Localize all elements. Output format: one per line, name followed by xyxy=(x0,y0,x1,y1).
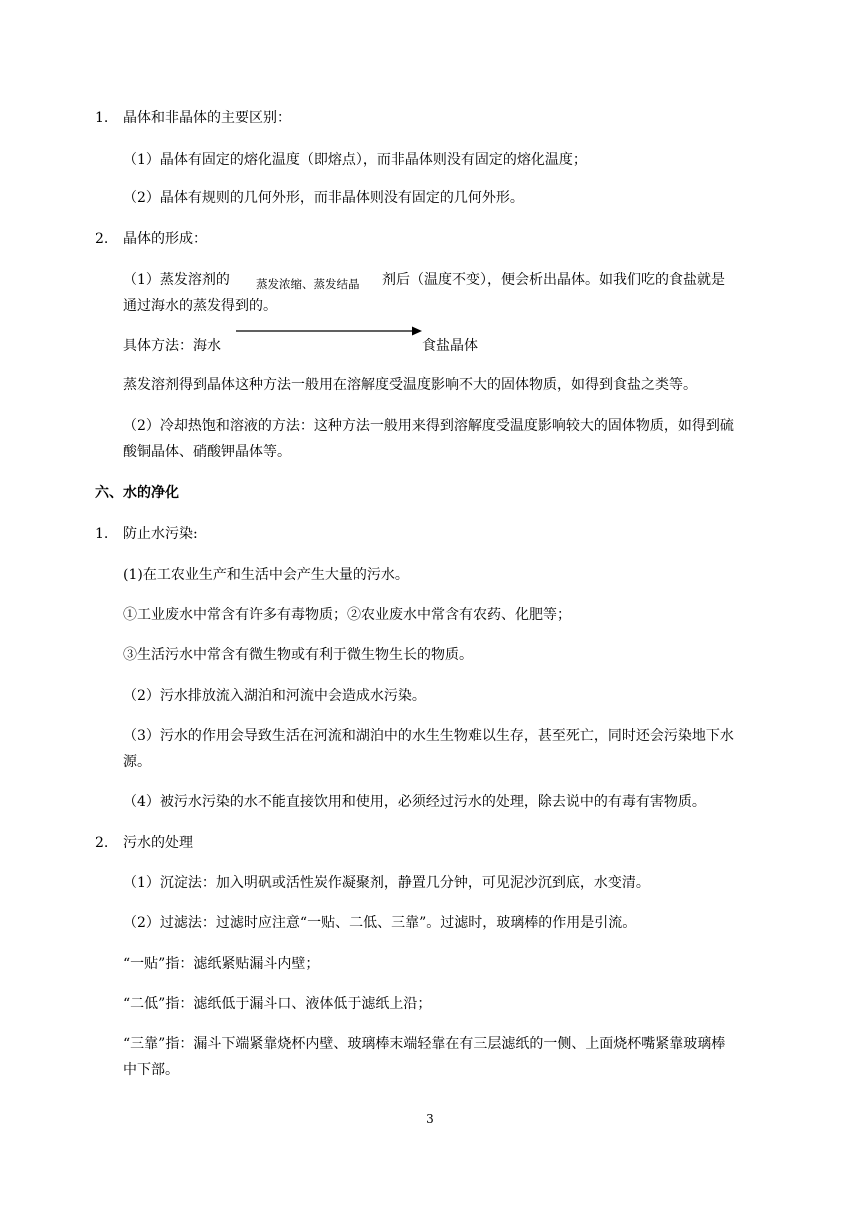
paragraph: 通过海水的蒸发得到的。 xyxy=(123,298,277,314)
page-number: 3 xyxy=(426,1112,434,1126)
paragraph: （3）污水的作用会导致生活在河流和湖泊中的水生生物难以生存，甚至死亡，同时还会污染地下水 xyxy=(123,728,734,744)
paragraph: 剂后（温度不变），便会析出晶体。如我们吃的食盐就是 xyxy=(382,272,725,288)
paragraph: 蒸发溶剂得到晶体这种方法一般用在溶解度受温度影响不大的固体物质，如得到食盐之类等。 xyxy=(123,377,697,393)
paragraph: ①工业废水中常含有许多有毒物质；②农业废水中常含有农药、化肥等； xyxy=(123,607,571,623)
method-label: 具体方法：海水 xyxy=(123,338,221,354)
list-heading: 晶体和非晶体的主要区别： xyxy=(123,110,291,126)
paragraph: “二低”指：滤纸低于漏斗口、液体低于滤纸上沿； xyxy=(123,996,432,1012)
paragraph: （2）晶体有规则的几何外形，而非晶体则没有固定的几何外形。 xyxy=(123,190,524,206)
paragraph: （2）过滤法：过滤时应注意“一贴、二低、三靠”。过滤时，玻璃棒的作用是引流。 xyxy=(123,915,637,931)
process-arrow-icon xyxy=(236,322,422,340)
paragraph: （1）沉淀法：加入明矾或活性炭作凝聚剂，静置几分钟，可见泥沙沉到底，水变清。 xyxy=(123,875,650,891)
paragraph: （1）蒸发溶剂的 xyxy=(123,272,230,288)
paragraph: （2）污水排放流入湖泊和河流中会造成水污染。 xyxy=(123,688,426,704)
list-heading: 晶体的形成： xyxy=(123,231,207,247)
section-heading: 六、水的净化 xyxy=(95,485,179,501)
list-number: 1. xyxy=(95,526,109,542)
paragraph: (1)在工农业生产和生活中会产生大量的污水。 xyxy=(123,567,409,583)
list-number: 2. xyxy=(95,231,109,247)
paragraph: （2）冷却热饱和溶液的方法：这种方法一般用来得到溶解度受温度影响较大的固体物质，如得到硫 xyxy=(123,418,734,434)
method-result: 食盐晶体 xyxy=(422,338,478,354)
paragraph: （4）被污水污染的水不能直接饮用和使用，必须经过污水的处理，除去说中的有毒有害物质。 xyxy=(123,794,706,810)
arrow-label: 蒸发浓缩、蒸发结晶 xyxy=(252,274,366,296)
paragraph: 中下部。 xyxy=(123,1062,179,1078)
list-heading: 污水的处理 xyxy=(123,835,193,851)
paragraph: “三靠”指：漏斗下端紧靠烧杯内壁、玻璃棒末端轻靠在有三层滤纸的一侧、上面烧杯嘴紧靠玻璃棒 xyxy=(123,1036,726,1052)
paragraph: （1）晶体有固定的熔化温度（即熔点），而非晶体则没有固定的熔化温度； xyxy=(123,152,587,168)
paragraph: 源。 xyxy=(123,754,151,770)
paragraph: 酸铜晶体、硝酸钾晶体等。 xyxy=(123,444,291,460)
paragraph: “一贴”指：滤纸紧贴漏斗内壁； xyxy=(123,956,320,972)
paragraph: ③生活污水中常含有微生物或有利于微生物生长的物质。 xyxy=(123,647,473,663)
list-number: 1. xyxy=(95,110,109,126)
list-heading: 防止水污染: xyxy=(123,526,198,542)
list-number: 2. xyxy=(95,835,109,851)
